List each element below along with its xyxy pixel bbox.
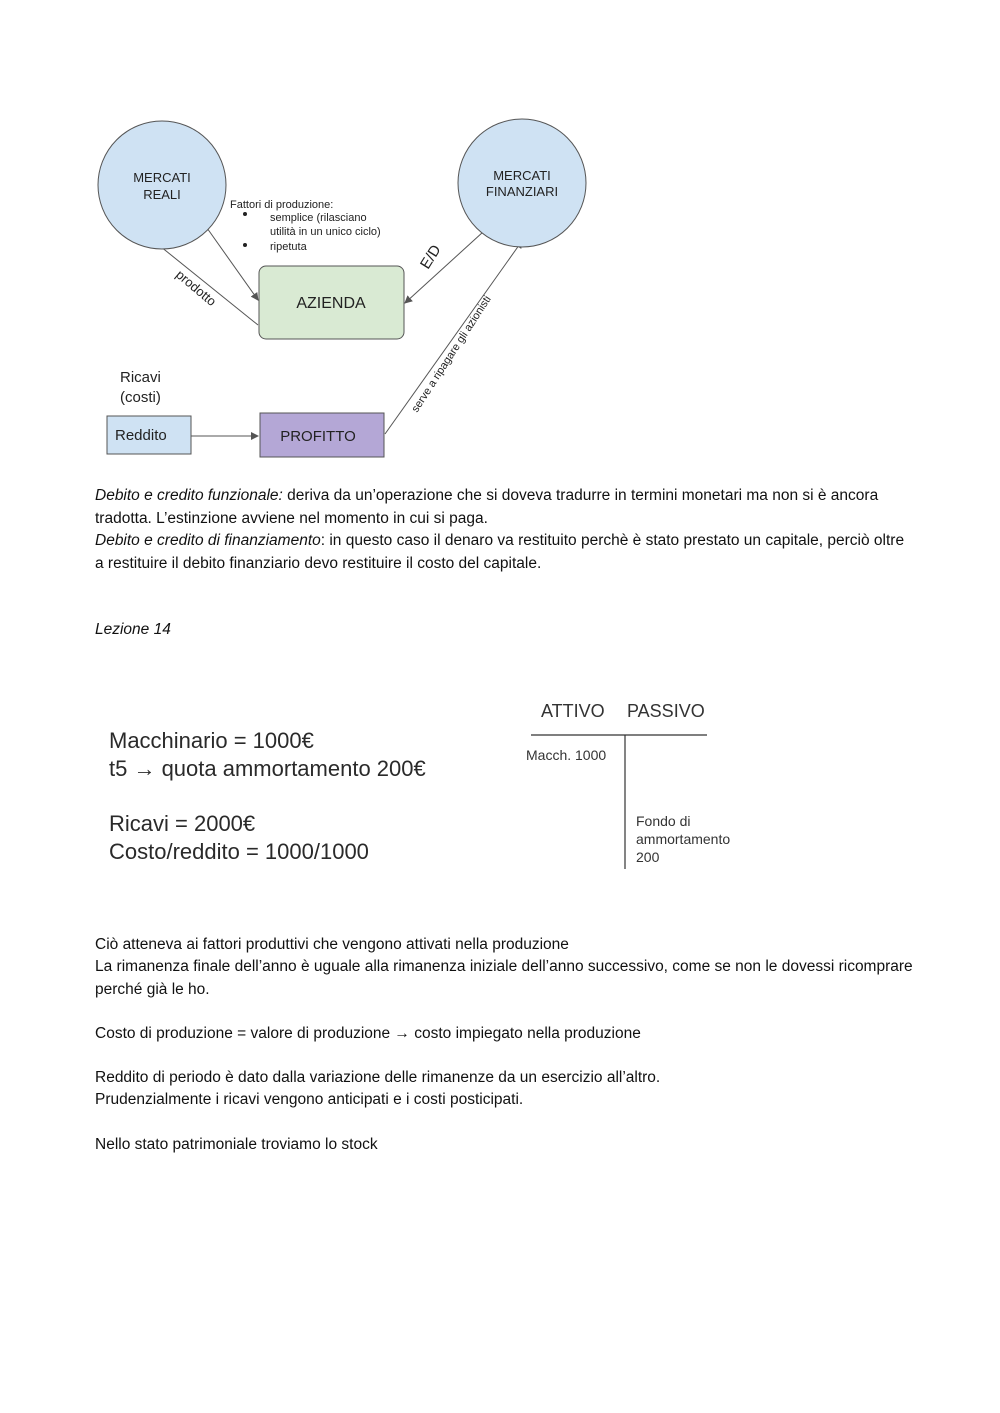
azienda-label: AZIENDA: [296, 295, 366, 312]
mercati-reali-line2: REALI: [143, 187, 181, 202]
ledger-passivo-entry-line2: ammortamento: [636, 831, 731, 847]
costo-produzione-line: Costo di produzione = valore di produzione → costo impiegato nella produzione: [95, 1025, 641, 1042]
mercati-finanziari-line1: MERCATI: [493, 168, 551, 183]
profitto-label: PROFITTO: [280, 428, 356, 445]
ricavi-label: Ricavi: [120, 369, 161, 386]
ledger-header-attivo: ATTIVO: [541, 701, 605, 721]
ledger-header-passivo: PASSIVO: [627, 701, 705, 721]
fattori-item-1-line1: semplice (rilasciano: [270, 212, 367, 224]
reddito-label: Reddito: [115, 427, 167, 444]
ledger-passivo-entry-line3: 200: [636, 849, 660, 865]
fattori-item-1-line2: utilità in un unico ciclo): [270, 226, 381, 238]
ed-label: E/D: [416, 241, 445, 273]
ledger-line-quota: t5 → quota ammortamento 200€: [109, 756, 426, 781]
ledger-line-ricavi: Ricavi = 2000€: [109, 811, 256, 836]
fattori-item-2: ripetuta: [270, 241, 307, 253]
prodotto-label: prodotto: [173, 266, 220, 309]
stato-patrimoniale-line: Nello stato patrimoniale troviamo lo stock: [95, 1136, 378, 1153]
debito-funzionale-text: deriva da un’operazione che si doveva tradurre in termini monetari ma non si è ancora tradotta. L’estinzione avviene nel momento in cui si paga.: [95, 487, 879, 527]
debito-finanziamento-term: Debito e credito di finanziamento: [95, 532, 321, 549]
fattori-produttivi-line: Ciò atteneva ai fattori produttivi che vengono attivati nella produzione: [95, 936, 569, 953]
debito-finanziamento-text: : in questo caso il denaro va restituito perchè è stato prestato un capitale, perciò oltre a restituire il debito finanziario devo restituire il costo del capitale.: [95, 532, 905, 572]
debito-funzionale-term: Debito e credito funzionale:: [95, 487, 283, 504]
costi-label: (costi): [120, 389, 161, 406]
rimanenza-paragraph: La rimanenza finale dell’anno è uguale alla rimanenza iniziale dell’anno successivo, come se non le dovessi ricomprare perché già le ho.: [95, 958, 913, 998]
lezione-title: Lezione 14: [95, 621, 171, 638]
ledger-attivo-entry: Macch. 1000: [526, 747, 607, 763]
azionisti-label: serve a ripagare gli azionisti: [409, 293, 494, 415]
mercati-finanziari-line2: FINANZIARI: [485, 184, 559, 199]
ledger-line-macchinario: Macchinario = 1000€: [109, 728, 314, 753]
ledger-passivo-entry-line1: Fondo di: [636, 813, 691, 829]
mercati-reali-line1: MERCATI: [133, 170, 191, 185]
reddito-periodo-line: Reddito di periodo è dato dalla variazione delle rimanenze da un esercizio all’altro.: [95, 1069, 661, 1086]
prudenzialmente-line: Prudenzialmente i ricavi vengono anticipati e i costi posticipati.: [95, 1091, 524, 1108]
fattori-title: Fattori di produzione:: [230, 199, 334, 211]
ledger-line-costo: Costo/reddito = 1000/1000: [109, 839, 369, 864]
